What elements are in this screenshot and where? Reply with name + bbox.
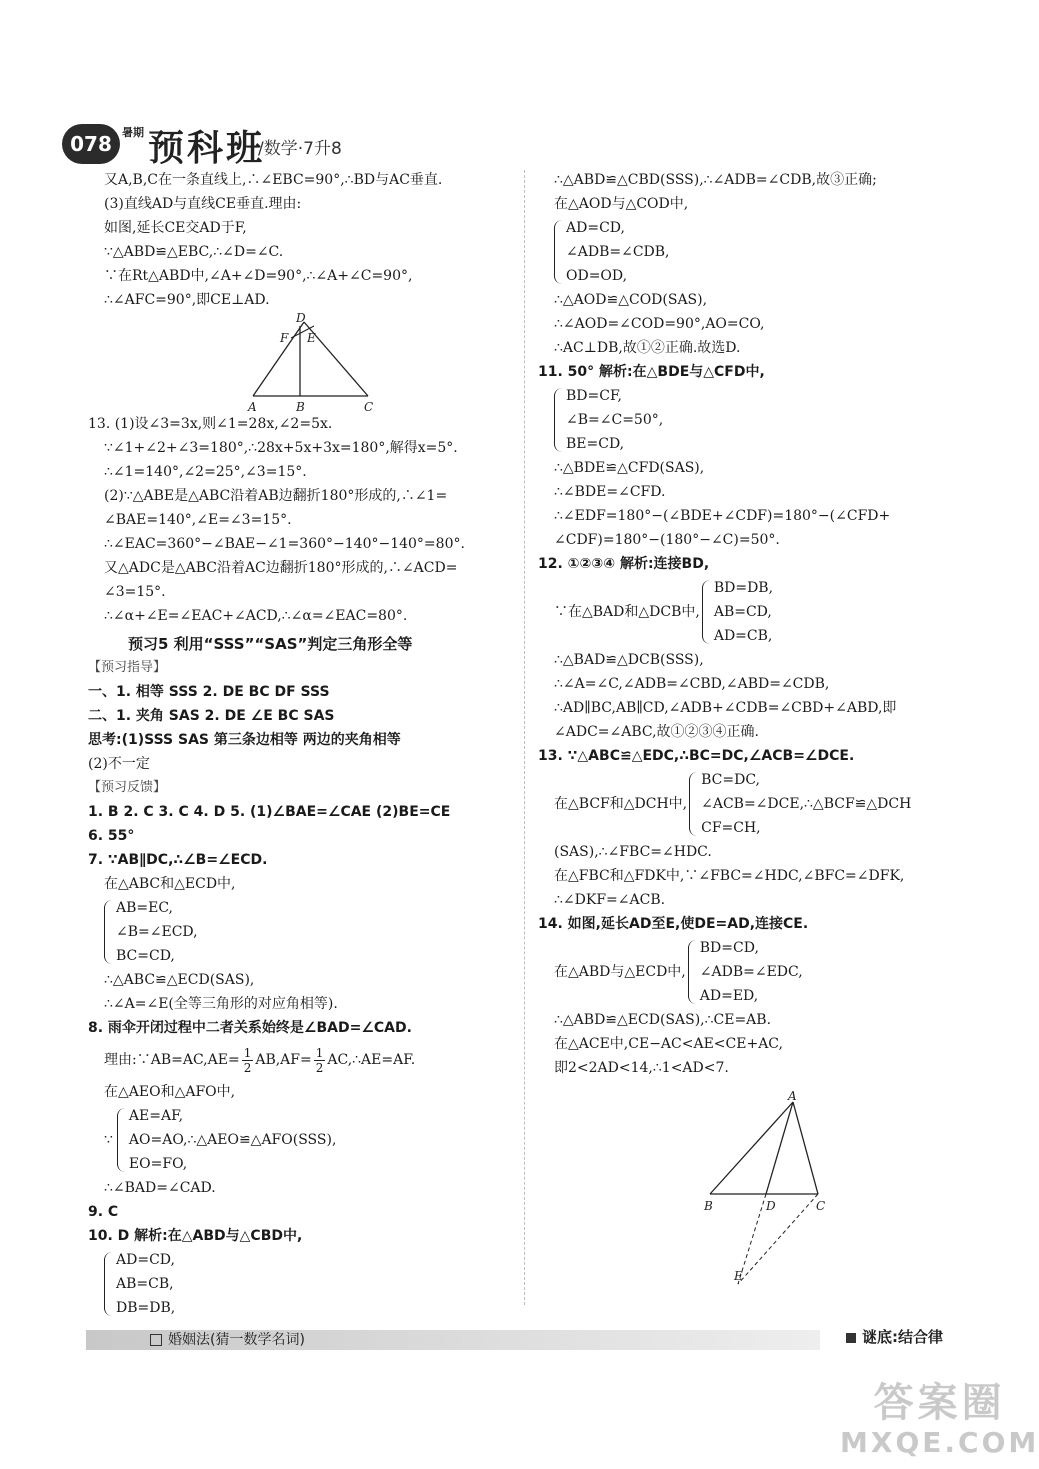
text-line: 1. B 2. C 3. C 4. D 5. (1)∠BAE=∠CAE (2)BE=CE [88, 804, 451, 820]
text-span: AC,∴AE=AF. [327, 1052, 416, 1068]
text-line: ∠BAE=140°,∠E=∠3=15°. [104, 512, 292, 528]
text-line: ∴AD∥BC,AB∥CD,∠ADB+∠CDB=∠CBD+∠ABD,即 [554, 700, 897, 716]
fraction-denominator: 2 [315, 1060, 324, 1075]
subject-label: /数学·7升8 [258, 139, 342, 159]
text-line: 7. ∵AB∥DC,∴∠B=∠ECD. [88, 852, 268, 868]
checkbox-icon [150, 1334, 162, 1346]
text-line: ∴∠BAD=∠CAD. [104, 1180, 216, 1196]
riddle-answer-text: 谜底:结合律 [862, 1328, 943, 1346]
text-line: ∠B=∠C=50°, [566, 412, 664, 428]
riddle-question [150, 1329, 305, 1349]
fraction [314, 1046, 326, 1075]
text-line: ∠ADB=∠CDB, [566, 244, 670, 260]
text-line: ∴∠EDF=180°−(∠BDE+∠CDF)=180°−(∠CFD+ [554, 508, 891, 524]
text-line: ∴∠DKF=∠ACB. [554, 892, 666, 908]
watermark [840, 1380, 1039, 1460]
text-line: AD=CD, [566, 220, 625, 236]
text-line: BD=CD, [699, 940, 759, 956]
watermark-logo: 答案圈 [873, 1380, 1006, 1426]
text-line: ∠B=∠ECD, [116, 924, 198, 940]
fig2-label-B: B [704, 1199, 713, 1213]
text-span: 理由:∵AB=AC,AE= [104, 1052, 240, 1068]
section-tag: 【预习反馈】 [88, 780, 167, 795]
brace-mark [554, 388, 563, 452]
square-bullet-icon [846, 1333, 856, 1343]
text-line: ∴∠BDE=∠CFD. [554, 484, 666, 500]
text-line: AE=AF, [128, 1108, 184, 1124]
text-line: OD=OD, [566, 268, 628, 284]
brace-system [538, 384, 978, 456]
text-line: ∠3=15°. [104, 584, 166, 600]
text-span: AB,AF= [255, 1052, 312, 1068]
text-line: BC=CD, [116, 948, 175, 964]
text-line: 在△FBC和△FDK中,∵∠FBC=∠HDC,∠BFC=∠DFK, [554, 868, 905, 884]
text-line: (SAS),∴∠FBC=∠HDC. [554, 844, 712, 860]
text-line: 在△AOD与△COD中, [554, 196, 689, 212]
text-line: ∴△BDE≌△CFD(SAS), [554, 460, 705, 476]
text-line: ∴∠AFC=90°,即CE⊥AD. [104, 292, 270, 308]
figure-triangle-1 [88, 312, 518, 412]
brace-system [88, 1248, 518, 1320]
section-tag: 【预习指导】 [88, 660, 167, 675]
text-line: 14. 如图,延长AD至E,使DE=AD,连接CE. [538, 916, 809, 932]
riddle-text: 婚姻法(猜一数学名词) [168, 1332, 305, 1348]
text-line: 在△AEO和△AFO中, [104, 1084, 236, 1100]
fig1-label-B: B [296, 400, 305, 414]
text-line: DB=DB, [116, 1300, 176, 1316]
text-line: ∠ADB=∠EDC, [699, 964, 803, 980]
text-line: 一、1. 相等 SSS 2. DE BC DF SSS [88, 684, 330, 700]
brace-system [538, 768, 978, 840]
text-line: AB=EC, [116, 900, 174, 916]
fig2-label-A: A [788, 1089, 797, 1103]
text-line: ∵∠1+∠2+∠3=180°,∴28x+5x+3x=180°,解得x=5°. [104, 440, 458, 456]
text-line: ∴∠EAC=360°−∠BAE−∠1=360°−140°−140°=80°. [104, 536, 465, 552]
page-header [62, 120, 582, 170]
text-line: (3)直线AD与直线CE垂直.理由: [104, 196, 302, 212]
text-line: AB=CB, [116, 1276, 174, 1292]
text-line: 又A,B,C在一条直线上,∴∠EBC=90°,∴BD与AC垂直. [104, 172, 443, 188]
fig2-label-C: C [816, 1199, 826, 1213]
brace-system [538, 936, 978, 1008]
fraction-numerator: 1 [243, 1045, 252, 1060]
text-span: ∵在△BAD和△DCB中, [554, 604, 700, 620]
text-line: 如图,延长CE交AD于F, [104, 220, 247, 236]
text-line: ∴∠α+∠E=∠EAC+∠ACD,∴∠α=∠EAC=80°. [104, 608, 408, 624]
text-line: ∠CDF)=180°−(180°−∠C)=50°. [554, 532, 780, 548]
brace-system [88, 896, 518, 968]
brace-mark [688, 940, 697, 1004]
brace-mark [104, 1252, 113, 1316]
brand-title: 预科班 [148, 128, 266, 169]
text-line: 在△ABC和△ECD中, [104, 876, 236, 892]
text-line: ∴∠AOD=∠COD=90°,AO=CO, [554, 316, 765, 332]
brand-subtitle: 暑期 [122, 126, 144, 139]
text-line: AD=ED, [699, 988, 759, 1004]
text-line [129, 1128, 336, 1152]
text-line: (2)不一定 [88, 756, 150, 772]
text-line: 12. ①②③④ 解析:连接BD, [538, 556, 710, 572]
text-line: 9. C [88, 1204, 119, 1220]
text-line: ∴△ABC≌△ECD(SAS), [104, 972, 255, 988]
text-line: 11. 50° 解析:在△BDE与△CFD中, [538, 364, 765, 380]
section-title: 预习5 利用“SSS”“SAS”判定三角形全等 [128, 635, 413, 653]
text-line: 6. 55° [88, 828, 135, 844]
fraction-denominator: 2 [243, 1060, 252, 1075]
fig1-label-F: F [280, 331, 289, 345]
text-span: 在△ABD与△ECD中, [554, 964, 686, 980]
text-line: ∵△ABD≌△EBC,∴∠D=∠C. [104, 244, 284, 260]
brace-mark [702, 580, 711, 644]
text-line: 在△ACE中,CE−AC<AE<CE+AC, [554, 1036, 783, 1052]
text-line: ∠ADC=∠ABC,故①②③④正确. [554, 724, 760, 740]
brace-mark [554, 220, 563, 284]
riddle-answer [846, 1326, 943, 1347]
fraction [242, 1046, 254, 1075]
text-line: ∴△ABD≌△CBD(SSS),∴∠ADB=∠CDB,故③正确; [554, 172, 877, 188]
text-line: AB=CD, [713, 604, 772, 620]
text-line: BD=CF, [566, 388, 622, 404]
text-line: 二、1. 夹角 SAS 2. DE ∠E BC SAS [88, 708, 335, 724]
text-line: ∴△AOD≌△COD(SAS), [554, 292, 708, 308]
text-line: 13. ∵△ABC≌△EDC,∴BC=DC,∠ACB=∠DCE. [538, 748, 855, 764]
text-line: ∴∠1=140°,∠2=25°,∠3=15°. [104, 464, 307, 480]
text-span: 在△BCF和△DCH中, [554, 796, 688, 812]
brace-system [538, 576, 978, 648]
fig1-label-D: D [296, 311, 306, 325]
figure-triangle-2 [538, 1089, 978, 1284]
text-line: 思考:(1)SSS SAS 第三条边相等 两边的夹角相等 [88, 732, 401, 748]
text-line: (2)∵△ABE是△ABC沿着AB边翻折180°形成的,∴∠1= [104, 488, 448, 504]
text-line: EO=FO, [128, 1156, 188, 1172]
right-column [538, 168, 978, 1284]
brace-mark [689, 772, 698, 836]
text-line: AD=CB, [713, 628, 773, 644]
brace-mark [104, 900, 113, 964]
fig2-label-E: E [734, 1269, 743, 1283]
fig1-label-C: C [364, 400, 374, 414]
text-line: BD=DB, [713, 580, 774, 596]
text-line: 13. (1)设∠3=3x,则∠1=28x,∠2=5x. [88, 416, 333, 432]
watermark-url: MXQE.COM [840, 1426, 1039, 1459]
text-line: ∴∠A=∠E(全等三角形的对应角相等). [104, 996, 338, 1012]
page-number: 078 [62, 124, 120, 164]
column-divider [524, 170, 525, 1305]
text-line: ∠ACB=∠DCE,∴△BCF≌△DCH [701, 796, 912, 812]
fraction-numerator: 1 [315, 1045, 324, 1060]
text-line: 又△ADC是△ABC沿着AC边翻折180°形成的,∴∠ACD= [104, 560, 458, 576]
fig2-label-D: D [766, 1199, 776, 1213]
text-line: 8. 雨伞开闭过程中二者关系始终是∠BAD=∠CAD. [88, 1020, 412, 1036]
text-line: 10. D 解析:在△ABD与△CBD中, [88, 1228, 303, 1244]
brace-system [88, 1104, 518, 1176]
brace-mark [117, 1108, 126, 1172]
text-line: ∴∠A=∠C,∠ADB=∠CBD,∠ABD=∠CDB, [554, 676, 830, 692]
text-line: BC=DC, [701, 772, 760, 788]
fig1-label-E: E [307, 331, 316, 345]
left-column [88, 168, 518, 1320]
text-line: BE=CD, [566, 436, 625, 452]
text-span: ∴△AEO≌△AFO(SSS), [187, 1132, 337, 1148]
text-line: CF=CH, [701, 820, 761, 836]
text-line: ∴AC⊥DB,故①②正确.故选D. [554, 340, 741, 356]
text-line [88, 1040, 518, 1080]
text-line: ∴△ABD≌△ECD(SAS),∴CE=AB. [554, 1012, 772, 1028]
brace-system [538, 216, 978, 288]
text-line: ∵在Rt△ABD中,∠A+∠D=90°,∴∠A+∠C=90°, [104, 268, 413, 284]
text-line: AD=CD, [116, 1252, 175, 1268]
text-line: 即2<2AD<14,∴1<AD<7. [554, 1060, 729, 1076]
text-span: AO=AO, [128, 1132, 188, 1148]
because-symbol: ∵ [104, 1132, 113, 1148]
text-line: ∴△BAD≌△DCB(SSS), [554, 652, 704, 668]
fig1-label-A: A [248, 400, 257, 414]
